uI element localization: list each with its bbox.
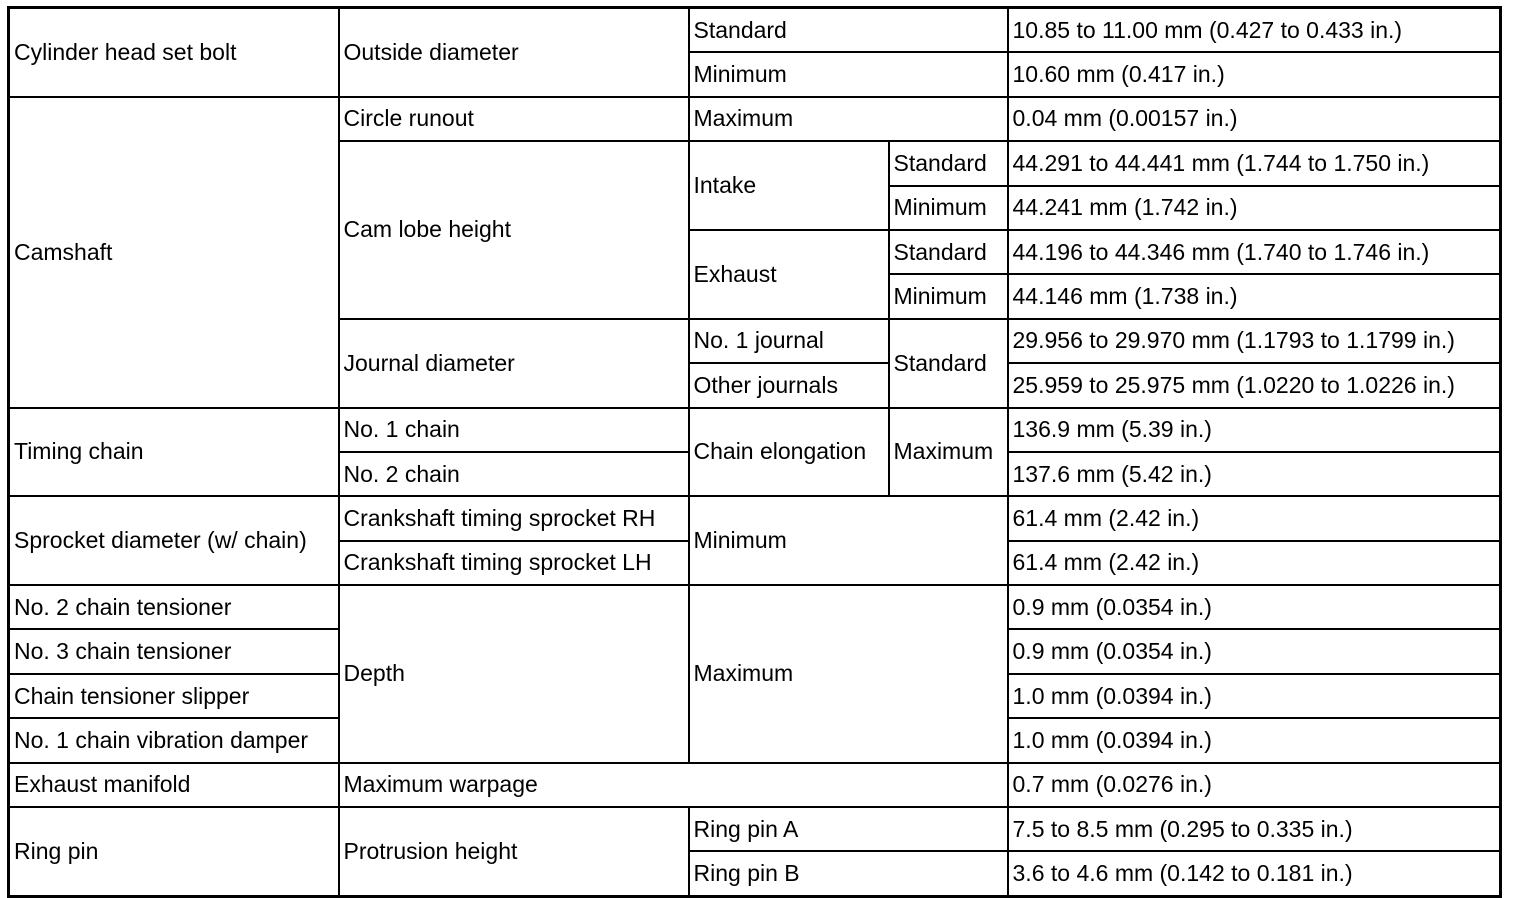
table-row (9, 8, 1501, 53)
value-cell: 10.60 mm (0.417 in.) (1008, 52, 1501, 96)
sub-item-cell: Other journals (689, 363, 889, 407)
measure-cell: No. 2 chain (339, 452, 689, 496)
limit-cell: Standard (889, 141, 1008, 185)
value-cell: 10.85 to 11.00 mm (0.427 to 0.433 in.) (1008, 8, 1501, 53)
table-row (9, 807, 1501, 851)
limit-cell: Maximum (889, 408, 1008, 497)
table-row (9, 496, 1501, 540)
item-cell: Cylinder head set bolt (9, 8, 339, 97)
measure-cell: Maximum warpage (339, 763, 1008, 807)
sub-item-cell: Intake (689, 141, 889, 230)
sub-item-cell: Ring pin B (689, 851, 1008, 896)
measure-cell: Crankshaft timing sprocket RH (339, 496, 689, 540)
limit-cell: Standard (889, 230, 1008, 274)
value-cell: 61.4 mm (2.42 in.) (1008, 496, 1501, 540)
value-cell: 44.291 to 44.441 mm (1.744 to 1.750 in.) (1008, 141, 1501, 185)
measure-cell: Cam lobe height (339, 141, 689, 319)
spec-table (7, 6, 1502, 898)
limit-cell: Minimum (689, 52, 1008, 96)
limit-cell: Minimum (889, 186, 1008, 230)
limit-cell: Maximum (689, 97, 1008, 141)
value-cell: 0.7 mm (0.0276 in.) (1008, 763, 1501, 807)
measure-cell: Circle runout (339, 97, 689, 141)
table-row (9, 97, 1501, 141)
item-cell: Chain tensioner slipper (9, 674, 339, 718)
value-cell: 29.956 to 29.970 mm (1.1793 to 1.1799 in.) (1008, 319, 1501, 363)
sub-item-cell: Chain elongation (689, 408, 889, 497)
measure-cell: Crankshaft timing sprocket LH (339, 541, 689, 585)
sub-item-cell: Exhaust (689, 230, 889, 319)
value-cell: 0.9 mm (0.0354 in.) (1008, 585, 1501, 629)
value-cell: 137.6 mm (5.42 in.) (1008, 452, 1501, 496)
value-cell: 0.9 mm (0.0354 in.) (1008, 629, 1501, 673)
sub-item-cell: No. 1 journal (689, 319, 889, 363)
value-cell: 44.146 mm (1.738 in.) (1008, 274, 1501, 318)
measure-cell: Protrusion height (339, 807, 689, 896)
item-cell: No. 3 chain tensioner (9, 629, 339, 673)
table-row (9, 408, 1501, 452)
value-cell: 44.241 mm (1.742 in.) (1008, 186, 1501, 230)
measure-cell: Journal diameter (339, 319, 689, 408)
value-cell: 0.04 mm (0.00157 in.) (1008, 97, 1501, 141)
value-cell: 44.196 to 44.346 mm (1.740 to 1.746 in.) (1008, 230, 1501, 274)
limit-cell: Minimum (889, 274, 1008, 318)
value-cell: 1.0 mm (0.0394 in.) (1008, 674, 1501, 718)
value-cell: 1.0 mm (0.0394 in.) (1008, 718, 1501, 762)
item-cell: Sprocket diameter (w/ chain) (9, 496, 339, 585)
table-row (9, 585, 1501, 629)
limit-cell: Standard (689, 8, 1008, 53)
value-cell: 136.9 mm (5.39 in.) (1008, 408, 1501, 452)
item-cell: Ring pin (9, 807, 339, 896)
measure-cell: No. 1 chain (339, 408, 689, 452)
limit-cell: Standard (889, 319, 1008, 408)
table-row (9, 763, 1501, 807)
item-cell: No. 2 chain tensioner (9, 585, 339, 629)
item-cell: Timing chain (9, 408, 339, 497)
sub-item-cell: Ring pin A (689, 807, 1008, 851)
value-cell: 61.4 mm (2.42 in.) (1008, 541, 1501, 585)
limit-cell: Minimum (689, 496, 1008, 585)
item-cell: Exhaust manifold (9, 763, 339, 807)
item-cell: No. 1 chain vibration damper (9, 718, 339, 762)
measure-cell: Outside diameter (339, 8, 689, 97)
value-cell: 7.5 to 8.5 mm (0.295 to 0.335 in.) (1008, 807, 1501, 851)
value-cell: 25.959 to 25.975 mm (1.0220 to 1.0226 in.) (1008, 363, 1501, 407)
measure-cell: Depth (339, 585, 689, 763)
limit-cell: Maximum (689, 585, 1008, 763)
item-cell: Camshaft (9, 97, 339, 408)
value-cell: 3.6 to 4.6 mm (0.142 to 0.181 in.) (1008, 851, 1501, 896)
